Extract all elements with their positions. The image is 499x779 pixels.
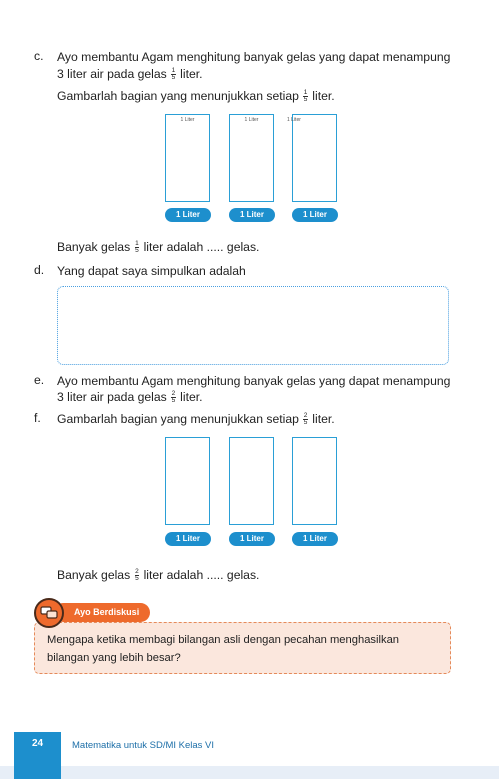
item-c-instruction: Gambarlah bagian yang menunjukkan setiap $\frac{1}{5}$ liter. — [57, 89, 335, 104]
item-d-text: Yang dapat saya simpulkan adalah — [57, 264, 246, 278]
glass-top-label: 1 Liter — [287, 117, 301, 123]
fraction: $\frac{2}{5}$ — [171, 390, 176, 405]
glass-top-label: 1 Liter — [244, 117, 259, 123]
page-number: 24 — [31, 738, 44, 749]
liter-badge: 1 Liter — [229, 208, 275, 222]
glass-box-3[interactable] — [287, 114, 337, 202]
liter-badge: 1 Liter — [165, 532, 211, 546]
chat-bubbles-icon — [34, 598, 64, 628]
glass-box-5[interactable] — [229, 437, 274, 525]
item-f-letter: f. — [34, 411, 41, 425]
item-d-letter: d. — [34, 263, 45, 277]
fraction: $\frac{1}{5}$ — [303, 89, 308, 104]
book-title: Matematika untuk SD/MI Kelas VI — [72, 740, 215, 751]
item-c-line1: Ayo membantu Agam menghitung banyak gelas yang dapat menampung — [57, 50, 451, 64]
item-e-line2: 3 liter air pada gelas $\frac{2}{5}$ liter. — [57, 390, 203, 405]
fraction: $\frac{1}{5}$ — [171, 67, 176, 82]
glass-box-1[interactable] — [165, 114, 210, 202]
footer-bar — [0, 766, 499, 779]
item-c-letter: c. — [34, 49, 44, 63]
conclusion-answer-box[interactable] — [57, 286, 449, 365]
discussion-tag: Ayo Berdiskusi — [54, 603, 150, 622]
liter-badge: 1 Liter — [292, 208, 338, 222]
liter-badge: 1 Liter — [229, 532, 275, 546]
fraction: $\frac{1}{5}$ — [135, 240, 139, 255]
liter-badge: 1 Liter — [292, 532, 338, 546]
discussion-text: Mengapa ketika membagi bilangan asli dengan pecahan menghasilkan bilangan yang lebih besar? — [47, 634, 400, 664]
item-e-letter: e. — [34, 373, 45, 387]
discussion-box — [34, 622, 451, 674]
liter-badge: 1 Liter — [165, 208, 211, 222]
item-e-line1: Ayo membantu Agam menghitung banyak gelas yang dapat menampung — [57, 374, 451, 388]
glass-top-label: 1 Liter — [180, 117, 195, 123]
glass-box-4[interactable] — [165, 437, 210, 525]
item-f-answer: Banyak gelas $\frac{2}{5}$ liter adalah ..... gelas. — [57, 568, 260, 583]
item-c-line2: 3 liter air pada gelas $\frac{1}{5}$ liter. — [57, 67, 203, 82]
item-c-answer: Banyak gelas $\frac{1}{5}$ liter adalah ..... gelas. — [57, 240, 260, 255]
item-f-instruction: Gambarlah bagian yang menunjukkan setiap $\frac{2}{5}$ liter. — [57, 412, 335, 427]
glass-box-6[interactable] — [292, 437, 337, 525]
glass-box-2[interactable] — [229, 114, 274, 202]
fraction: $\frac{2}{5}$ — [135, 568, 139, 583]
fraction: $\frac{2}{5}$ — [303, 412, 308, 427]
